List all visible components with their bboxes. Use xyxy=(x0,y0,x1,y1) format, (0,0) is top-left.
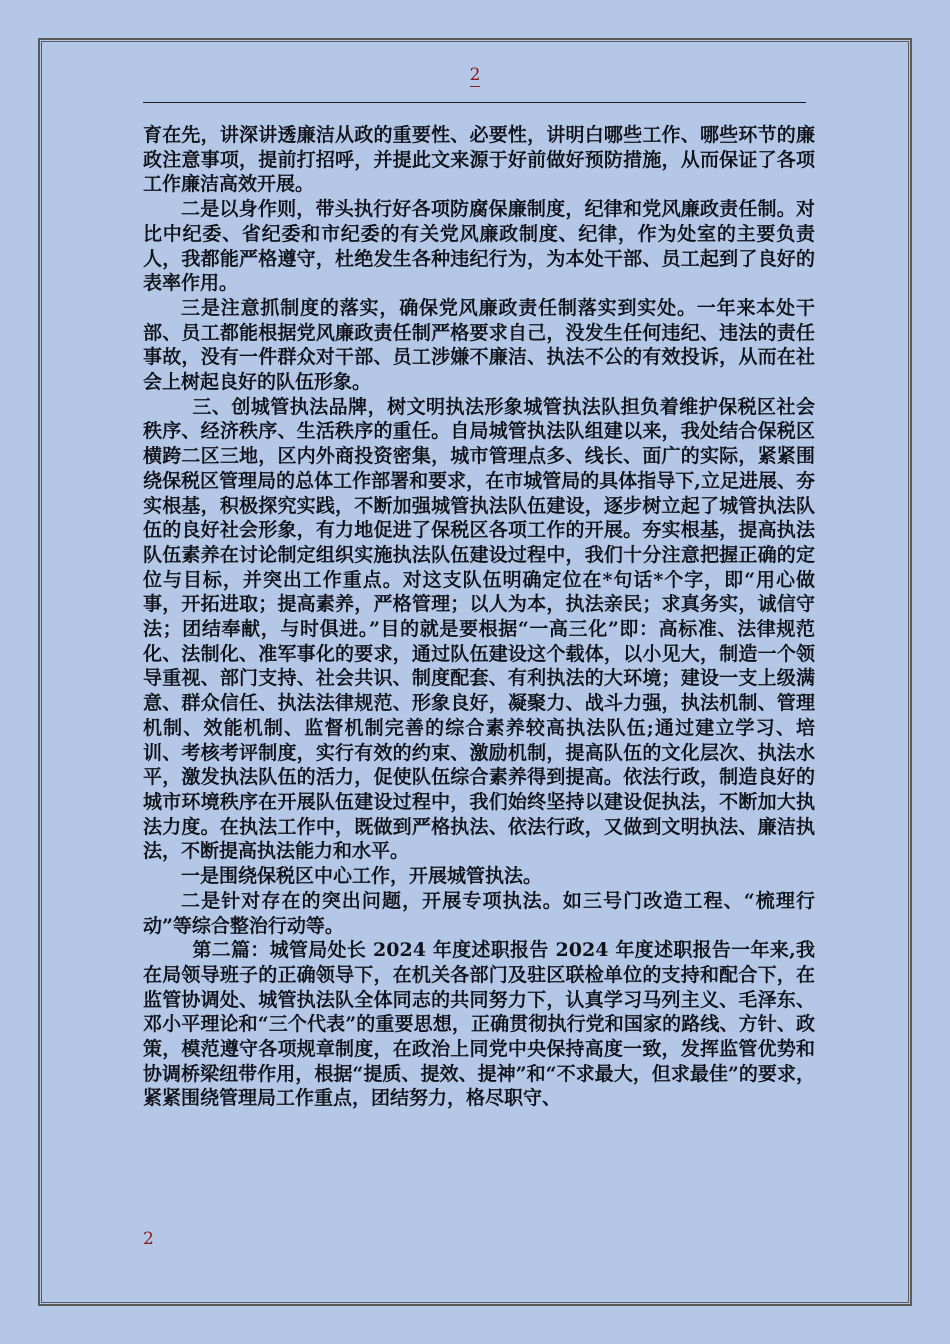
header-page-number-underline xyxy=(470,86,480,87)
paragraph-2: 二是以身作则，带头执行好各项防腐保廉制度，纪律和党风廉政责任制。对比中纪委、省纪委和市纪委的有关党风廉政制度、纪律，作为处室的主要负责人，我都能严格遵守，杜绝发生各种违纪行为，为本处干部、员工起到了良好的表率作用。 xyxy=(143,198,815,295)
paragraph-5: 一是围绕保税区中心工作，开展城管执法。 xyxy=(181,865,543,888)
header-page-number: 2 xyxy=(469,65,481,85)
paragraph-6: 二是针对存在的突出问题，开展专项执法。如三号门改造工程、“梳理行动”等综合整治行动等。 xyxy=(143,889,815,937)
paragraph-4: 三、创城管执法品牌，树文明执法形象城管执法队担负着维护保税区社会秩序、经济秩序、生活秩序的重任。自局城管执法队组建以来，我处结合保税区横跨二区三地，区内外商投资密集，城市管理点多、线长、面广的实际，紧紧围绕保税区管理局的总体工作部署和要求，在市城管局的具体指导下,立足进展、夯实根基，积极探究实践，不断加强城管执法队伍建设，逐步树立起了城管执法队伍的良好社会形象，有力地促进了保税区各项工作的开展。夯实根基，提高执法队伍素养在讨论制定组织实施执法队伍建设过程中，我们十分注意把握正确的定位与目标，并突出工作重点。对这支队伍明确定位在*句话*个字，即“用心做事，开拓进取；提高素养，严格管理；以人为本，执法亲民；求真务实，诚信守法；团结奉献，与时俱进。”目的就是要根据“一高三化”即：高标准、法律规范化、法制化、准军事化的要求，通过队伍建设这个载体，以小见大，制造一个领导重视、部门支持、社会共识、制度配套、有利执法的大环境；建设一支上级满意、群众信任、执法法律规范、形象良好，凝聚力、战斗力强，执法机制、管理机制、效能机制、监督机制完善的综合素养较高执法队伍;通过建立学习、培训、考核考评制度，实行有效的约束、激励机制，提高队伍的文化层次、执法水平，激发执法队伍的活力，促使队伍综合素养得到提高。依法行政，制造良好的城市环境秩序在开展队伍建设过程中，我们始终坚持以建设促执法，不断加大执法力度。在执法工作中，既做到严格执法、依法行政，又做到文明执法、廉洁执法，不断提高执法能力和水平。 xyxy=(143,395,815,863)
paragraph-1: 育在先，讲深讲透廉洁从政的重要性、必要性，讲明白哪些工作、哪些环节的廉政注意事项，提前打招呼，并提此文来源于好前做好预防措施，从而保证了各项工作廉洁高效开展。 xyxy=(143,124,815,196)
paragraph-3: 三是注意抓制度的落实，确保党风廉政责任制落实到实处。一年来本处干部、员工都能根据党风廉政责任制严格要求自己，没发生任何违纪、违法的责任事故，没有一件群众对干部、员工涉嫌不廉洁、执法不公的有效投诉，从而在社会上树起良好的队伍形象。 xyxy=(143,296,815,394)
footer-page-number: 2 xyxy=(143,1229,154,1249)
document-body xyxy=(143,123,815,1111)
header-rule xyxy=(143,102,806,103)
paragraph-7: 第二篇：城管局处长 2024 年度述职报告 2024 年度述职报告一年来,我在局领导班子的正确领导下，在机关各部门及驻区联检单位的支持和配合下，在监管协调处、城管执法队全体同志的共同努力下，认真学习马列主义、毛泽东、邓小平理论和“三个代表”的重要思想，正确贯彻执行党和国家的路线、方针、政策，模范遵守各项规章制度，在政治上同党中央保持高度一致，发挥监管优势和协调桥梁纽带作用，根据“提质、提效、提神”和“不求最大，但求最佳”的要求，紧紧围绕管理局工作重点，团结努力，格尽职守、 xyxy=(143,939,815,1110)
